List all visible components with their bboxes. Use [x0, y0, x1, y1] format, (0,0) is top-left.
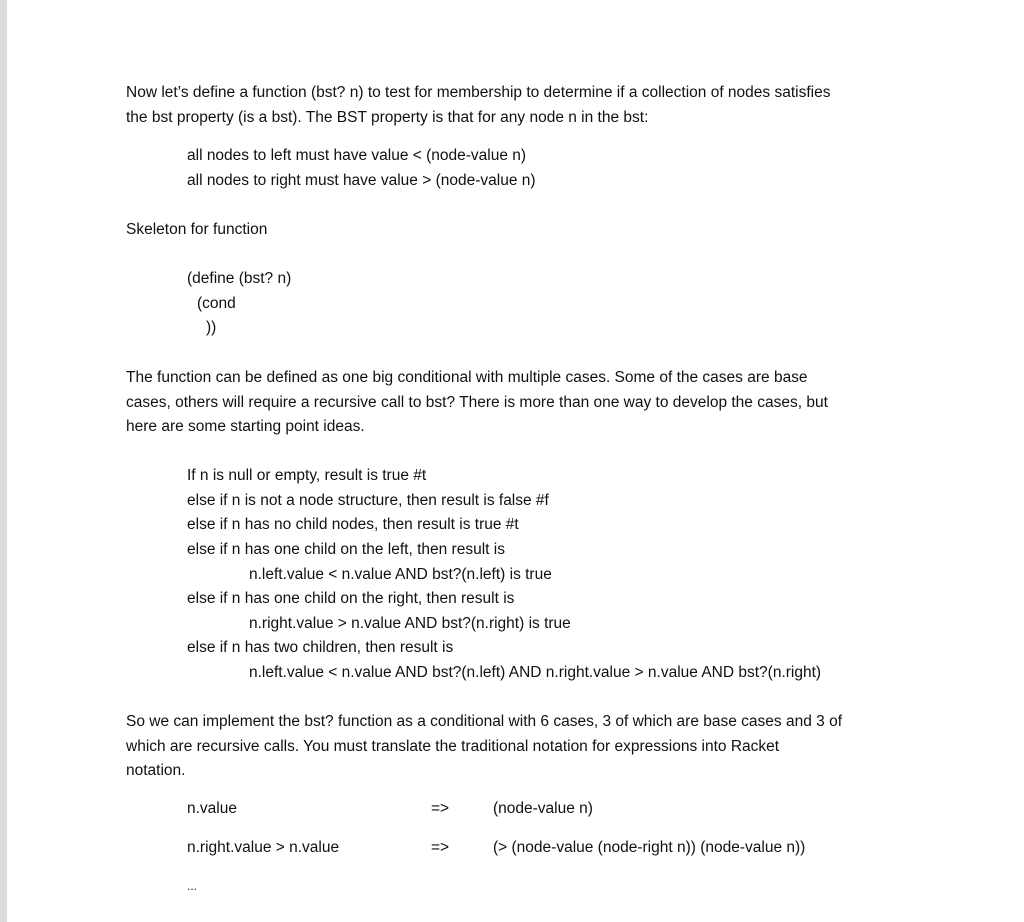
conclusion-line-3: notation.: [126, 762, 186, 779]
translation-arrow-2: =>: [431, 839, 450, 856]
case-3: else if n has no child nodes, then result is true #t: [187, 516, 519, 533]
case-1: If n is null or empty, result is true #t: [187, 467, 427, 484]
skeleton-code-line-2: (cond: [197, 295, 236, 312]
case-5-detail: n.right.value > n.value AND bst?(n.right) is true: [249, 615, 571, 632]
case-5: else if n has one child on the right, then result is: [187, 590, 515, 607]
page-left-edge: [0, 0, 7, 922]
case-6-detail: n.left.value < n.value AND bst?(n.left) AND n.right.value > n.value AND bst?(n.right): [249, 664, 822, 681]
conclusion-line-2: which are recursive calls. You must translate the traditional notation for expressions into Racket: [126, 738, 780, 755]
property-right: all nodes to right must have value > (node-value n): [187, 172, 536, 189]
skeleton-code-line-1: (define (bst? n): [187, 270, 292, 287]
property-left: all nodes to left must have value < (node-value n): [187, 147, 527, 164]
translation-racket-1: (node-value n): [493, 800, 593, 817]
translation-traditional-1: n.value: [187, 800, 237, 817]
skeleton-code-line-3: )): [206, 319, 217, 336]
case-6: else if n has two children, then result is: [187, 639, 454, 656]
case-2: else if n is not a node structure, then result is false #f: [187, 492, 549, 509]
case-4-detail: n.left.value < n.value AND bst?(n.left) is true: [249, 566, 552, 583]
translation-traditional-2: n.right.value > n.value: [187, 839, 340, 856]
description-line-1: The function can be defined as one big conditional with multiple cases. Some of the cases are base: [126, 369, 808, 386]
case-4: else if n has one child on the left, then result is: [187, 541, 505, 558]
translation-arrow-1: =>: [431, 800, 450, 817]
description-line-3: here are some starting point ideas.: [126, 418, 365, 435]
document-page: [7, 0, 1024, 922]
intro-line-1: Now let’s define a function (bst? n) to test for membership to determine if a collection of nodes satisfies: [126, 84, 831, 101]
ellipsis: ...: [187, 879, 198, 893]
skeleton-heading: Skeleton for function: [126, 221, 268, 238]
intro-line-2: the bst property (is a bst). The BST property is that for any node n in the bst:: [126, 109, 649, 126]
conclusion-line-1: So we can implement the bst? function as a conditional with 6 cases, 3 of which are base cases and 3 of: [126, 713, 842, 730]
translation-racket-2: (> (node-value (node-right n)) (node-value n)): [493, 839, 806, 856]
description-line-2: cases, others will require a recursive call to bst? There is more than one way to develop the cases, but: [126, 394, 828, 411]
